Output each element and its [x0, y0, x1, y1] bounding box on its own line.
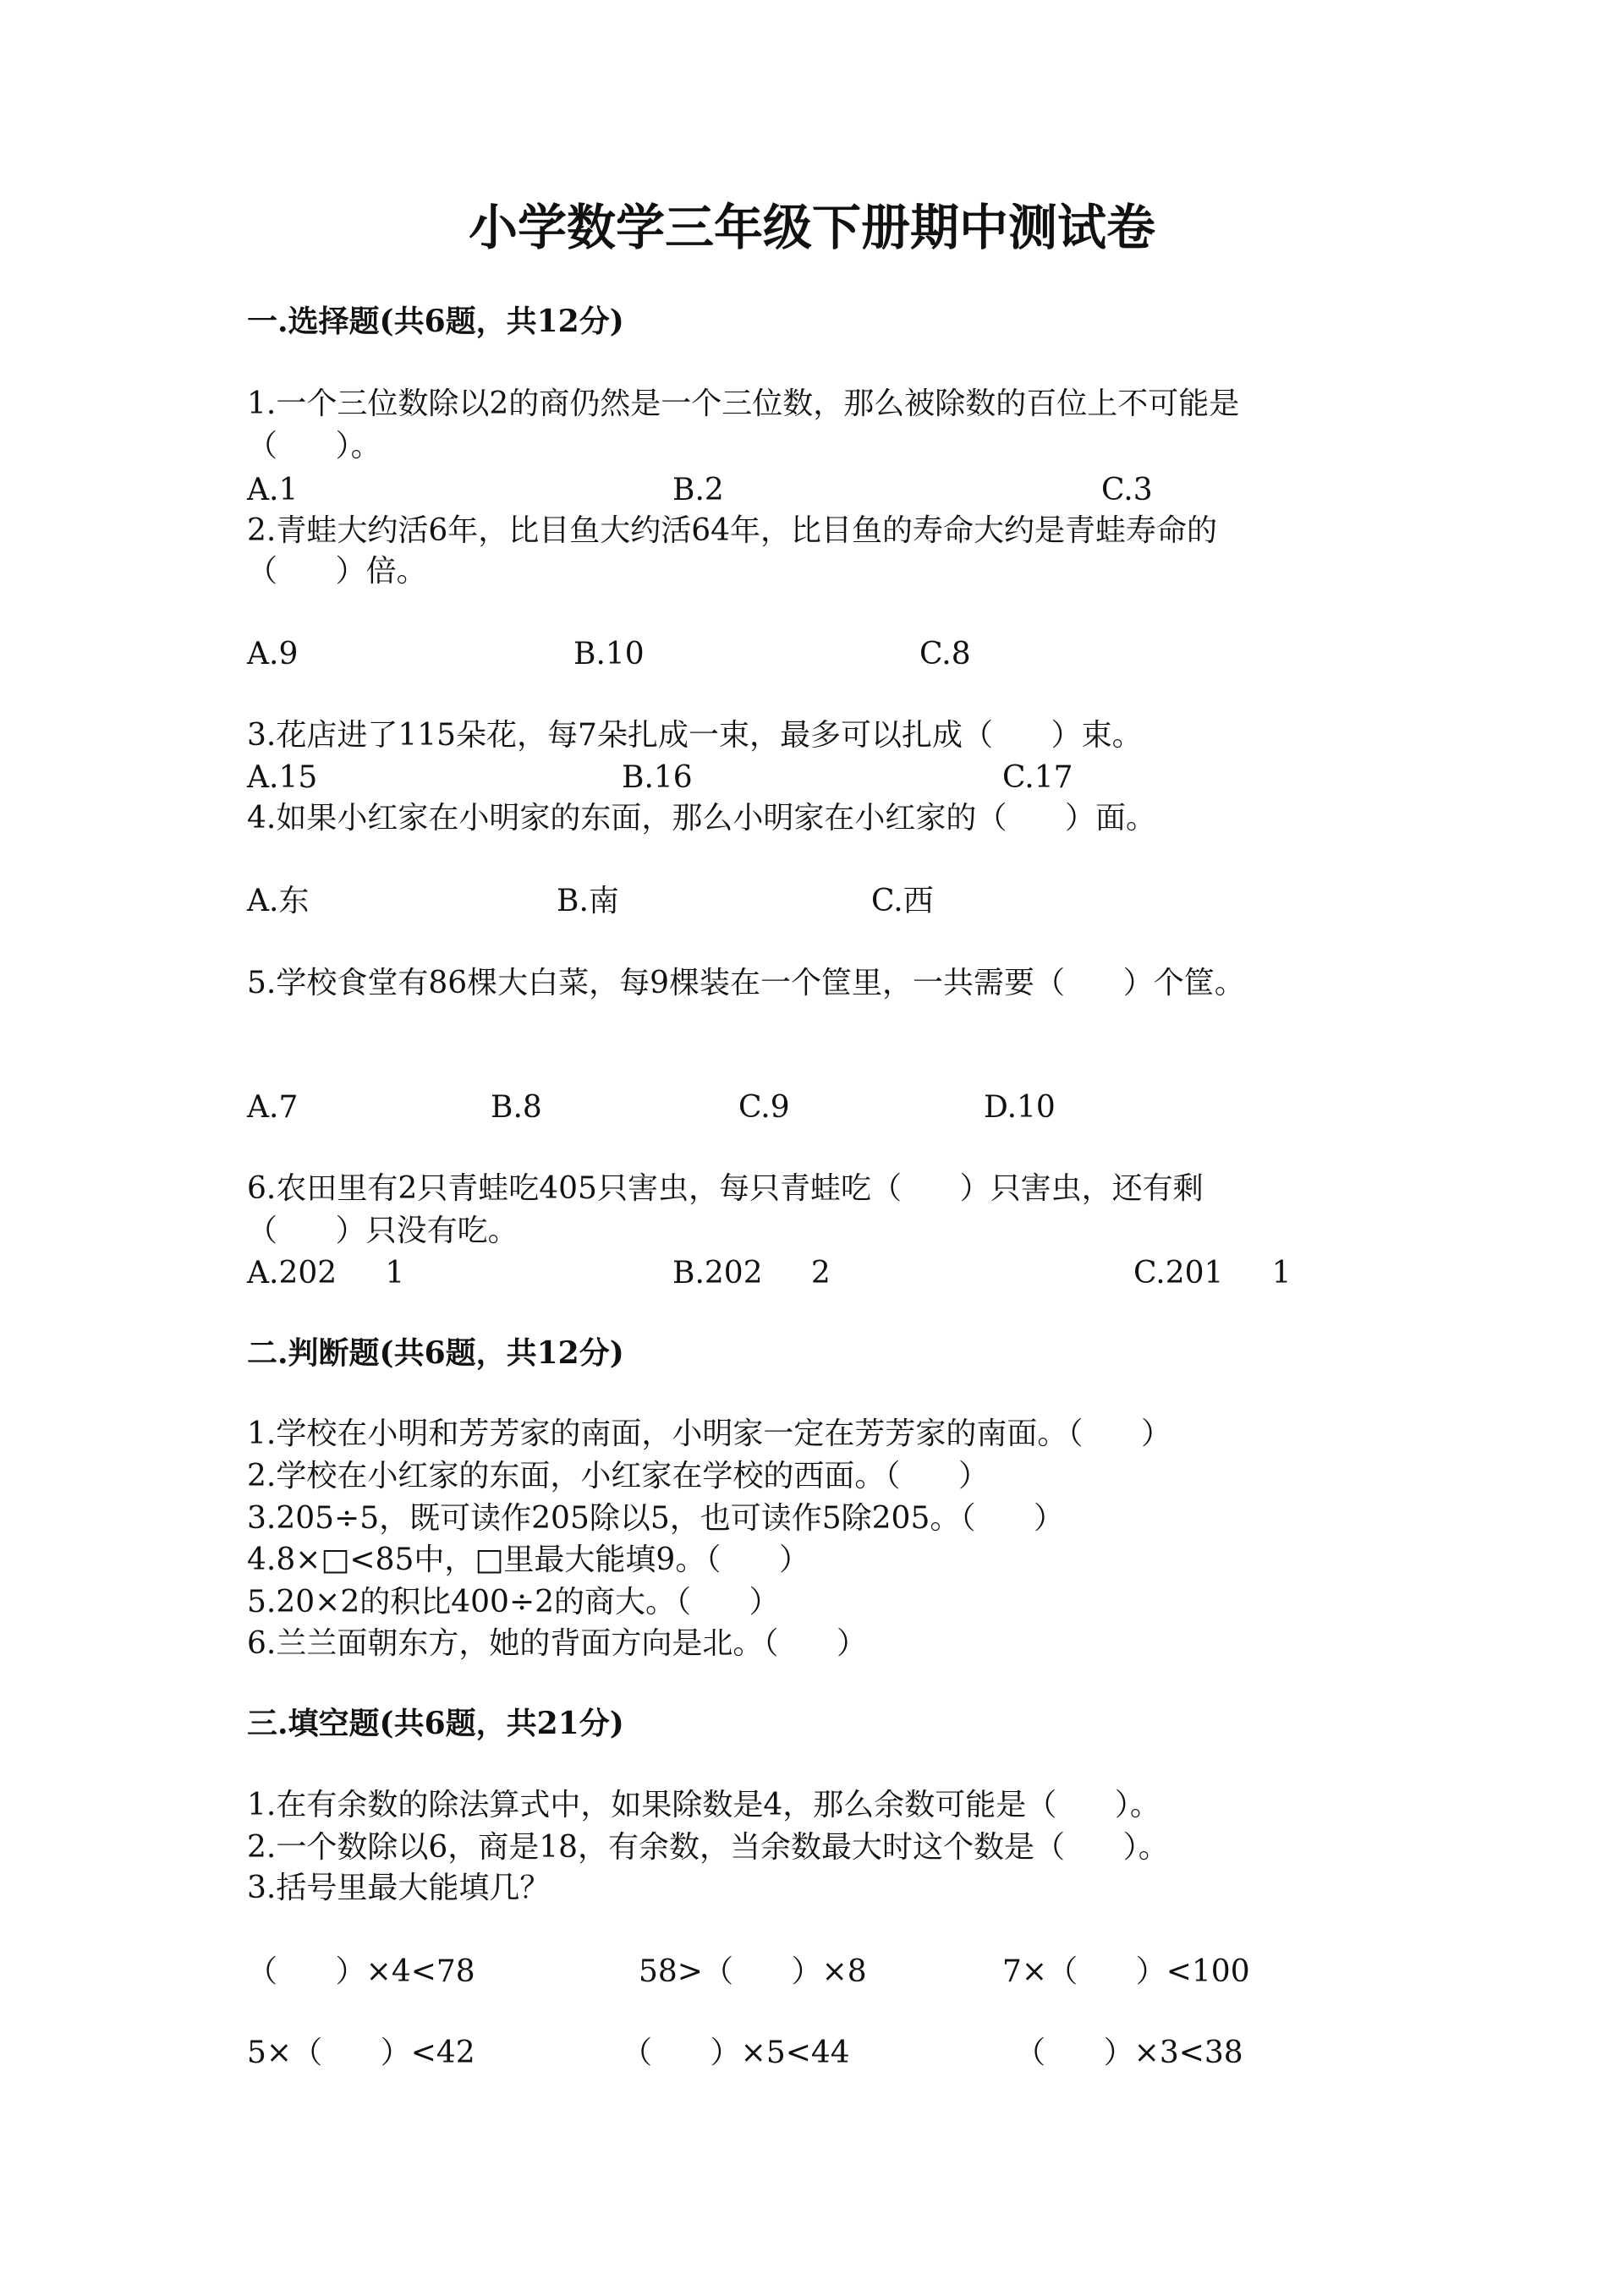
question-text: 3.花店进了115朵花，每7朵扎成一束，最多可以扎成（ ）束。: [247, 718, 1143, 753]
fill-item: 2.一个数除以6，商是18，有余数，当余数最大时这个数是（ ）。: [247, 1830, 1169, 1865]
option-a: A.202 1: [247, 1256, 405, 1290]
section-heading-judgment: 二.判断题(共6题，共12分): [247, 1335, 624, 1371]
option-a: A.东: [247, 884, 310, 918]
option-a: A.7: [247, 1090, 299, 1125]
fill-expression: 58>（ ）×8: [639, 1954, 867, 1989]
option-d: D.10: [984, 1090, 1056, 1125]
option-a: A.15: [247, 760, 318, 795]
option-a: A.1: [247, 473, 299, 507]
fill-expression: （ ）×5<44: [622, 2036, 850, 2070]
judgment-item: 5.20×2的积比400÷2的商大。（ ）: [247, 1585, 780, 1619]
fill-item: 1.在有余数的除法算式中，如果除数是4，那么余数可能是（ ）。: [247, 1788, 1160, 1822]
option-b: B.南: [557, 884, 619, 918]
judgment-item: 2.学校在小红家的东面，小红家在学校的西面。（ ）: [247, 1459, 990, 1493]
option-b: B.8: [491, 1090, 542, 1125]
option-b: B.10: [573, 637, 645, 671]
option-c: C.3: [1101, 473, 1153, 507]
page-title: 小学数学三年级下册期中测试卷: [468, 199, 1155, 256]
fill-expression: （ ）×4<78: [247, 1954, 475, 1989]
judgment-item: 6.兰兰面朝东方，她的背面方向是北。（ ）: [247, 1626, 868, 1661]
section-heading-fill: 三.填空题(共6题，共21分): [247, 1706, 624, 1741]
question-text: （ ）只没有吃。: [247, 1214, 518, 1248]
fill-item: 3.括号里最大能填几？: [247, 1871, 551, 1905]
option-c: C.8: [919, 637, 971, 671]
fill-expression: 5×（ ）<42: [247, 2036, 475, 2070]
question-text: 5.学校食堂有86棵大白菜，每9棵装在一个筐里，一共需要（ ）个筐。: [247, 966, 1245, 1000]
fill-expression: （ ）×3<38: [1015, 2036, 1243, 2070]
option-b: B.16: [622, 760, 693, 795]
judgment-item: 1.学校在小明和芳芳家的南面，小明家一定在芳芳家的南面。（ ）: [247, 1417, 1172, 1451]
option-b: B.2: [672, 473, 724, 507]
option-c: C.9: [738, 1090, 790, 1125]
question-text: （ ）。: [247, 429, 381, 463]
option-c: C.17: [1002, 760, 1073, 795]
question-text: 2.青蛙大约活6年，比目鱼大约活64年，比目鱼的寿命大约是青蛙寿命的: [247, 513, 1218, 548]
question-text: 1.一个三位数除以2的商仍然是一个三位数，那么被除数的百位上不可能是: [247, 386, 1240, 421]
judgment-item: 4.8×□<85中，□里最大能填9。（ ）: [247, 1543, 809, 1577]
section-heading-choice: 一.选择题(共6题，共12分): [247, 304, 624, 339]
option-b: B.202 2: [672, 1256, 831, 1290]
option-c: C.201 1: [1133, 1256, 1292, 1290]
question-text: 4.如果小红家在小明家的东面，那么小明家在小红家的（ ）面。: [247, 801, 1157, 836]
question-text: 6.农田里有2只青蛙吃405只害虫，每只青蛙吃（ ）只害虫，还有剩: [247, 1171, 1204, 1206]
judgment-item: 3.205÷5，既可读作205除以5，也可读作5除205。（ ）: [247, 1501, 1065, 1536]
option-a: A.9: [247, 637, 299, 671]
question-text: （ ）倍。: [247, 554, 427, 589]
option-c: C.西: [871, 884, 934, 918]
fill-expression: 7×（ ）<100: [1002, 1954, 1250, 1989]
